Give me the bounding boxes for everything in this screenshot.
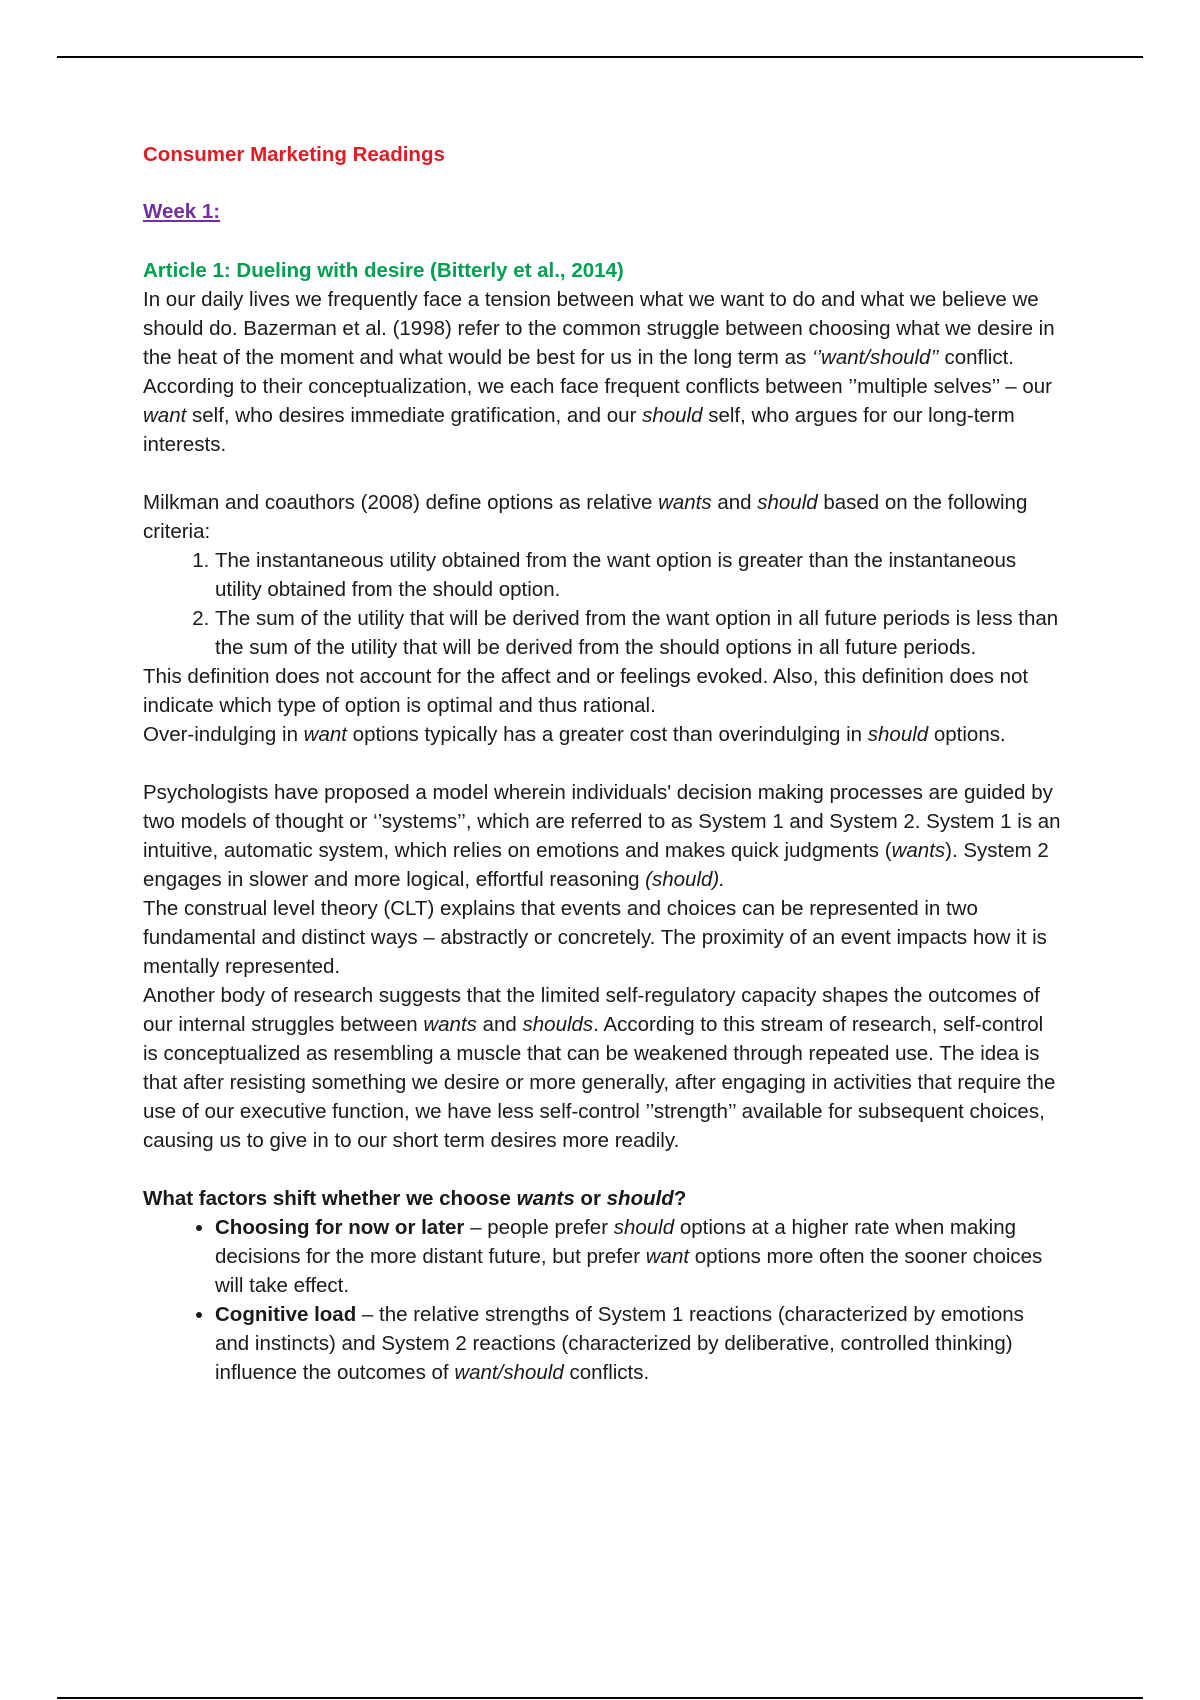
question-heading: What factors shift whether we choose wants or should? (143, 1187, 687, 1210)
list-item: 1. The instantaneous utility obtained from the want option is greater than the instantaneous utility obtained from the should option. (215, 546, 1063, 604)
paragraph-definition-limits: This definition does not account for the affect and or feelings evoked. Also, this definition does not indicate which type of option is optimal and thus rational. (143, 665, 1029, 717)
paragraph-want-should-intro: In our daily lives we frequently face a tension between what we want to do and what we believe we should do. Bazerman et al. (1998) refer to the common struggle between choosing what we desire in the heat of the moment and what would be best for us in the long term as ‘’want/should’’ conflict. According to their conceptualization, we each face frequent conflicts between ’’multiple selves’’ – our want self, who desires immediate gratification, and our should self, who argues for our long-term interests. (143, 288, 1055, 456)
article-title: Article 1: Dueling with desire (Bitterly et al., 2014) (143, 259, 624, 282)
document-body (143, 140, 1063, 1387)
paragraph-overindulging: Over-indulging in want options typically has a greater cost than overindulging in should options. (143, 723, 1006, 746)
criteria-list (143, 546, 1063, 662)
list-item: 2. The sum of the utility that will be derived from the want option in all future periods is less than the sum of the utility that will be derived from the should options in all future periods. (215, 604, 1063, 662)
bottom-rule (57, 1697, 1143, 1699)
paragraph-construal-level: The construal level theory (CLT) explains that events and choices can be represented in two fundamental and distinct ways – abstractly or concretely. The proximity of an event impacts how it is mentally represented. (143, 897, 1047, 978)
paragraph-milkman-definition: Milkman and coauthors (2008) define options as relative wants and should based on the following criteria: (143, 491, 1028, 543)
top-rule (57, 56, 1143, 58)
document-title: Consumer Marketing Readings (143, 143, 445, 166)
list-item: • Cognitive load – the relative strengths of System 1 reactions (characterized by emotions and instincts) and System 2 reactions (characterized by deliberative, controlled thinking) influence the outcomes of want/should conflicts. (215, 1300, 1063, 1387)
factors-list (143, 1213, 1063, 1387)
list-item: • Choosing for now or later – people prefer should options at a higher rate when making decisions for the more distant future, but prefer want options more often the sooner choices will take effect. (215, 1213, 1063, 1300)
paragraph-self-regulation: Another body of research suggests that the limited self-regulatory capacity shapes the outcomes of our internal struggles between wants and shoulds. According to this stream of research, self-control is conceptualized as resembling a muscle that can be weakened through repeated use. The idea is that after resisting something we desire or more generally, after engaging in activities that require the use of our executive function, we have less self-control ’’strength’’ available for subsequent choices, causing us to give in to our short term desires more readily. (143, 984, 1056, 1152)
week-heading: Week 1: (143, 200, 221, 223)
paragraph-dual-systems: Psychologists have proposed a model wherein individuals' decision making processes are guided by two models of thought or ‘’systems’’, which are referred to as System 1 and System 2. System 1 is an intuitive, automatic system, which relies on emotions and makes quick judgments (wants). System 2 engages in slower and more logical, effortful reasoning (should). (143, 781, 1061, 891)
